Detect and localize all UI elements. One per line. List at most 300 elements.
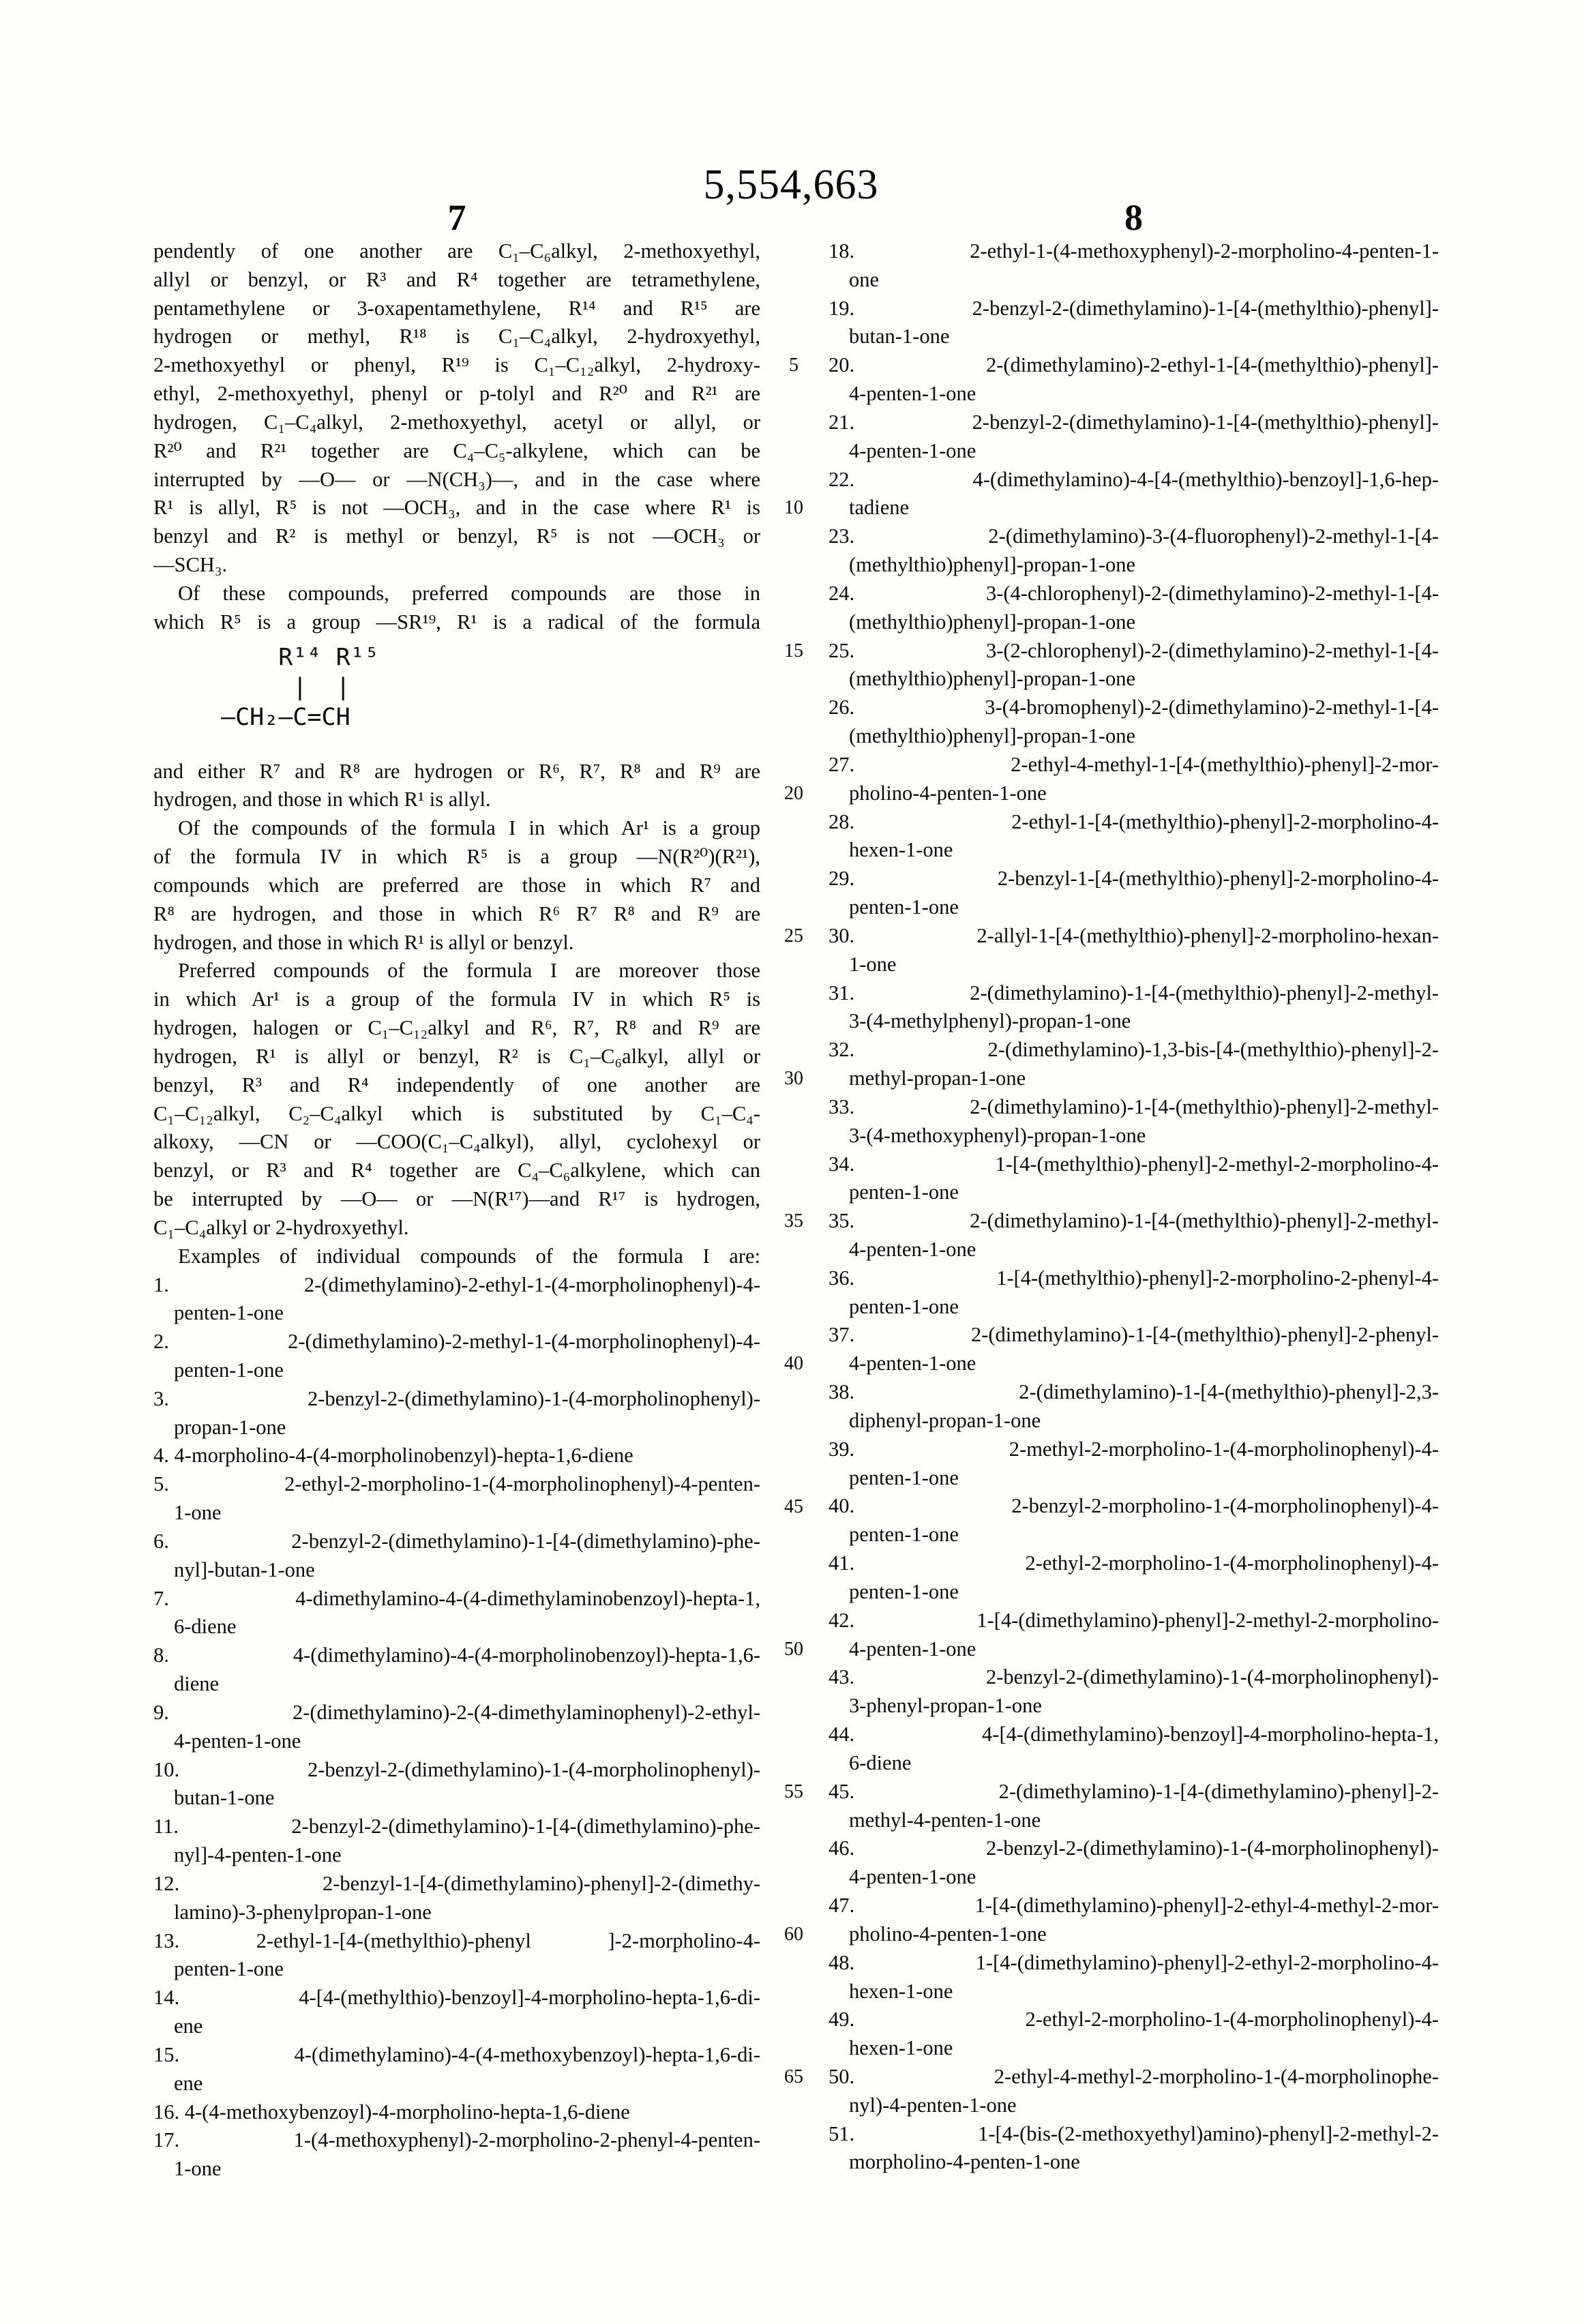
item-number: 36. bbox=[829, 1266, 855, 1290]
item-text: 2-ethyl-2-morpholino-1-(4-morpholinophenyl)-4- bbox=[1025, 1551, 1439, 1575]
item-first-line bbox=[829, 1150, 1439, 1179]
item-first-line bbox=[153, 1870, 760, 1898]
item-continuation-line: hexen-1-one bbox=[849, 2036, 953, 2060]
item-first-line bbox=[829, 1036, 1439, 1064]
item-text: 2-(dimethylamino)-2-ethyl-1-(4-morpholinophenyl)-4- bbox=[303, 1272, 760, 1296]
item-text: 4-(dimethylamino)-4-[4-(methylthio)-benzoyl]-1,6-hep- bbox=[972, 467, 1439, 491]
list-item bbox=[153, 1641, 760, 1699]
item-continuation-line: propan-1-one bbox=[174, 1415, 286, 1439]
item-first-line bbox=[829, 751, 1439, 779]
item-text: 1-[4-(methylthio)-phenyl]-2-morpholino-2-phenyl-4- bbox=[996, 1266, 1439, 1290]
item-number: 33. bbox=[829, 1094, 855, 1118]
text-line: C₁–C₄alkyl or 2-hydroxyethyl. bbox=[153, 1215, 409, 1239]
formula-line: —CH₂—C=CH bbox=[221, 703, 350, 731]
item-first-line bbox=[153, 1813, 760, 1841]
item-first-line bbox=[829, 1321, 1439, 1350]
item-continuation-line: tadiene bbox=[849, 496, 910, 520]
paragraph bbox=[153, 1242, 760, 1271]
item-text: 2-ethyl-2-morpholino-1-(4-morpholinophenyl)-4- bbox=[1025, 2008, 1439, 2031]
list-item bbox=[153, 1385, 760, 1442]
patent-number: 5,554,663 bbox=[703, 162, 879, 208]
line-number: 35 bbox=[784, 1210, 803, 1232]
item-first-line bbox=[829, 408, 1439, 437]
item-continuation-line: (methylthio)phenyl]-propan-1-one bbox=[849, 553, 1136, 577]
left-paragraphs-top bbox=[153, 237, 760, 637]
list-item bbox=[153, 1585, 760, 1642]
item-continuation-line: 4-penten-1-one bbox=[174, 1729, 301, 1753]
text-line: Of the compounds of the formula I in which Ar¹ is a group bbox=[178, 816, 760, 840]
column-number-right: 8 bbox=[1124, 197, 1143, 238]
text-line: pendently of one another are C₁–C₆alkyl, 2-methoxyethyl, bbox=[153, 239, 760, 263]
text-line: in which Ar¹ is a group of the formula IV in which R⁵ is bbox=[153, 987, 760, 1011]
item-first-line bbox=[829, 2006, 1439, 2034]
item-continuation-line: 4-penten-1-one bbox=[849, 1237, 976, 1261]
line-number: 65 bbox=[784, 2066, 803, 2088]
compound-list-right bbox=[829, 237, 1439, 2177]
item-first-line bbox=[829, 2120, 1439, 2149]
text-line: compounds which are preferred are those in which R⁷ and bbox=[153, 873, 760, 897]
item-text: 2-ethyl-4-methyl-1-[4-(methylthio)-phenyl]-2-mor- bbox=[1011, 752, 1439, 776]
item-text: 2-ethyl-4-methyl-2-morpholino-1-(4-morpholinophe- bbox=[994, 2065, 1439, 2088]
item-first-line bbox=[829, 1435, 1439, 1464]
item-text: 3-(4-chlorophenyl)-2-(dimethylamino)-2-methyl-1-[4- bbox=[985, 581, 1439, 605]
item-text: 2-ethyl-1-[4-(methylthio)-phenyl ]-2-morpholino-4- bbox=[256, 1928, 760, 1952]
item-number: 18. bbox=[829, 239, 855, 263]
item-first-line bbox=[153, 1699, 760, 1727]
item-number: 44. bbox=[829, 1723, 855, 1746]
text-line: R¹ is allyl, R⁵ is not —OCH₃, and in the case where R¹ is bbox=[153, 496, 760, 520]
item-text: 2-benzyl-2-(dimethylamino)-1-[4-(dimethylamino)-phe- bbox=[291, 1529, 760, 1553]
item-number: 38. bbox=[829, 1380, 855, 1404]
item-continuation-line: hexen-1-one bbox=[849, 1979, 953, 2003]
item-first-line bbox=[153, 1328, 760, 1356]
text-line: of the formula IV in which R⁵ is a group —N(R²⁰)(R²¹), bbox=[153, 845, 760, 869]
item-text: 4-[4-(methylthio)-benzoyl]-4-morpholino-hepta-1,6-di- bbox=[299, 1986, 760, 2010]
list-item bbox=[153, 1271, 760, 1328]
list-item bbox=[153, 2098, 760, 2127]
item-number: 8. bbox=[153, 1643, 169, 1667]
item-first-line bbox=[829, 295, 1439, 323]
item-continuation-line: 3-(4-methylphenyl)-propan-1-one bbox=[849, 1009, 1131, 1033]
item-number: 1. bbox=[153, 1272, 169, 1296]
item-text: 2-(dimethylamino)-2-(4-dimethylaminophenyl)-2-ethyl- bbox=[292, 1700, 760, 1724]
item-number: 27. bbox=[829, 752, 855, 776]
item-number: 24. bbox=[829, 581, 855, 605]
text-line: pentamethylene or 3-oxapentamethylene, R¹⁴ and R¹⁵ are bbox=[153, 296, 760, 320]
list-item bbox=[829, 237, 1439, 295]
list-item bbox=[829, 522, 1439, 580]
item-number: 49. bbox=[829, 2008, 855, 2031]
list-item bbox=[829, 1949, 1439, 2006]
column-number-left: 7 bbox=[447, 197, 466, 238]
item-number: 43. bbox=[829, 1665, 855, 1689]
item-continuation-line: nyl)-4-penten-1-one bbox=[849, 2093, 1017, 2117]
line-number: 55 bbox=[784, 1781, 803, 1802]
list-item bbox=[829, 1607, 1439, 1664]
left-column bbox=[153, 237, 760, 2184]
text-line: hydrogen, and those in which R¹ is allyl or benzyl. bbox=[153, 930, 574, 954]
right-column bbox=[829, 237, 1439, 2177]
item-first-line bbox=[829, 1949, 1439, 1978]
item-number: 12. bbox=[153, 1871, 180, 1895]
item-continuation-line: 6-diene bbox=[849, 1751, 912, 1774]
list-item bbox=[829, 1892, 1439, 1949]
item-number: 4. bbox=[153, 1444, 169, 1468]
item-number: 26. bbox=[829, 696, 855, 719]
item-first-line bbox=[829, 1378, 1439, 1407]
line-number: 40 bbox=[784, 1353, 803, 1375]
text-line: Examples of individual compounds of the formula I are: bbox=[178, 1244, 760, 1268]
item-continuation-line: pholino-4-penten-1-one bbox=[849, 1922, 1047, 1946]
text-line: R⁸ are hydrogen, and those in which R⁶ R⁷ R⁸ and R⁹ are bbox=[153, 902, 760, 925]
item-continuation-line: lamino)-3-phenylpropan-1-one bbox=[174, 1900, 432, 1924]
list-item bbox=[153, 2126, 760, 2184]
item-continuation-line: methyl-4-penten-1-one bbox=[849, 1808, 1041, 1832]
line-number: 50 bbox=[784, 1638, 803, 1660]
list-item bbox=[829, 1378, 1439, 1435]
list-item bbox=[153, 1699, 760, 1756]
item-continuation-line: butan-1-one bbox=[849, 325, 950, 348]
item-text: 2-benzyl-2-morpholino-1-(4-morpholinophenyl)-4- bbox=[1011, 1494, 1439, 1518]
list-item bbox=[829, 922, 1439, 979]
item-continuation-line: penten-1-one bbox=[849, 895, 959, 919]
item-continuation-line: 4-penten-1-one bbox=[849, 438, 976, 462]
item-text: 2-allyl-1-[4-(methylthio)-phenyl]-2-morpholino-hexan- bbox=[976, 923, 1439, 947]
item-continuation-line: penten-1-one bbox=[849, 1180, 959, 1204]
item-number: 39. bbox=[829, 1437, 855, 1461]
text-line: allyl or benzyl, or R³ and R⁴ together are tetramethylene, bbox=[153, 267, 760, 291]
paragraph bbox=[153, 758, 760, 815]
list-item bbox=[829, 1150, 1439, 1208]
item-text: 2-benzyl-2-(dimethylamino)-1-[4-(dimethylamino)-phe- bbox=[291, 1815, 760, 1838]
item-number: 16. bbox=[153, 2100, 180, 2124]
list-item bbox=[829, 751, 1439, 808]
item-text: 2-(dimethylamino)-2-ethyl-1-[4-(methylthio)-phenyl]- bbox=[985, 353, 1439, 377]
item-text: 2-methyl-2-morpholino-1-(4-morpholinophenyl)-4- bbox=[1009, 1437, 1439, 1461]
list-item bbox=[829, 2063, 1439, 2120]
list-item bbox=[829, 1036, 1439, 1093]
item-first-line bbox=[829, 466, 1439, 494]
list-item bbox=[829, 1834, 1439, 1892]
item-text: 2-ethyl-1-(4-methoxyphenyl)-2-morpholino-4-penten-1- bbox=[970, 239, 1439, 263]
text-line: ethyl, 2-methoxyethyl, phenyl or p-tolyl and R²⁰ and R²¹ are bbox=[153, 382, 760, 406]
item-first-line bbox=[153, 1271, 760, 1300]
item-number: 34. bbox=[829, 1152, 855, 1176]
item-first-line bbox=[153, 1927, 760, 1956]
item-number: 47. bbox=[829, 1894, 855, 1918]
item-first-line bbox=[829, 694, 1439, 722]
paragraph bbox=[153, 237, 760, 580]
list-item bbox=[153, 1328, 760, 1385]
list-item bbox=[153, 1813, 760, 1870]
list-item bbox=[153, 1984, 760, 2041]
item-text: 4-morpholino-4-(4-morpholinobenzyl)-hepta-1,6-diene bbox=[174, 1444, 633, 1468]
item-first-line bbox=[829, 1720, 1439, 1749]
list-item bbox=[829, 865, 1439, 922]
item-continuation-line: penten-1-one bbox=[174, 1957, 284, 1981]
item-first-line bbox=[829, 865, 1439, 893]
list-item bbox=[829, 466, 1439, 523]
item-number: 11. bbox=[153, 1815, 179, 1838]
item-continuation-line: 1-one bbox=[849, 952, 897, 976]
item-number: 25. bbox=[829, 638, 855, 662]
item-number: 6. bbox=[153, 1529, 169, 1553]
item-continuation-line: ene bbox=[174, 2071, 203, 2095]
list-item bbox=[829, 1435, 1439, 1493]
item-text: 2-(dimethylamino)-1-[4-(methylthio)-phenyl]-2,3- bbox=[1019, 1380, 1439, 1404]
item-number: 17. bbox=[153, 2128, 180, 2152]
text-line: alkoxy, —CN or —COO(C₁–C₄alkyl), allyl, cyclohexyl or bbox=[153, 1130, 760, 1154]
item-first-line bbox=[829, 1778, 1439, 1806]
item-text: 2-benzyl-2-(dimethylamino)-1-[4-(methylthio)-phenyl]- bbox=[972, 410, 1439, 434]
text-line: which R⁵ is a group —SR¹⁹, R¹ is a radical of the formula bbox=[153, 610, 760, 634]
item-continuation-line: (methylthio)phenyl]-propan-1-one bbox=[849, 667, 1136, 691]
item-continuation-line: 4-penten-1-one bbox=[849, 1352, 976, 1375]
item-first-line bbox=[153, 2041, 760, 2070]
item-first-line bbox=[829, 351, 1439, 380]
item-first-line bbox=[153, 1984, 760, 2012]
item-text: 3-(2-chlorophenyl)-2-(dimethylamino)-2-methyl-1-[4- bbox=[985, 638, 1439, 662]
item-text: 2-(dimethylamino)-3-(4-fluorophenyl)-2-methyl-1-[4- bbox=[988, 524, 1439, 548]
item-continuation-line: 1-one bbox=[174, 2157, 222, 2181]
item-continuation-line: diene bbox=[174, 1672, 220, 1696]
item-continuation-line: penten-1-one bbox=[174, 1301, 284, 1325]
item-continuation-line: 3-(4-methoxyphenyl)-propan-1-one bbox=[849, 1123, 1146, 1147]
list-item bbox=[829, 637, 1439, 694]
item-text: 2-benzyl-1-[4-(dimethylamino)-phenyl]-2-(dimethy- bbox=[323, 1871, 760, 1895]
item-continuation-line: nyl]-4-penten-1-one bbox=[174, 1843, 342, 1867]
item-continuation-line: penten-1-one bbox=[849, 1523, 959, 1547]
item-first-line bbox=[829, 1549, 1439, 1578]
item-number: 2. bbox=[153, 1330, 169, 1354]
list-item bbox=[829, 1549, 1439, 1607]
item-first-line bbox=[829, 808, 1439, 837]
item-text: 4-dimethylamino-4-(4-dimethylaminobenzoyl)-hepta-1, bbox=[295, 1586, 760, 1610]
text-line: hydrogen or methyl, R¹⁸ is C₁–C₄alkyl, 2-hydroxyethyl, bbox=[153, 325, 760, 348]
text-line: interrupted by —O— or —N(CH₃)—, and in the case where bbox=[153, 467, 760, 491]
item-number: 20. bbox=[829, 353, 855, 377]
item-text: 2-benzyl-2-(dimethylamino)-1-(4-morpholinophenyl)- bbox=[307, 1386, 760, 1410]
formula-line: | | bbox=[221, 673, 350, 701]
list-item bbox=[829, 808, 1439, 865]
item-number: 48. bbox=[829, 1950, 855, 1974]
item-first-line bbox=[829, 1892, 1439, 1920]
list-item bbox=[829, 1207, 1439, 1264]
list-item bbox=[829, 295, 1439, 352]
item-continuation-line: ene bbox=[174, 2014, 203, 2038]
item-number: 42. bbox=[829, 1608, 855, 1632]
item-number: 19. bbox=[829, 296, 855, 320]
paragraph bbox=[153, 580, 760, 637]
item-continuation-line: 4-penten-1-one bbox=[849, 1637, 976, 1660]
item-first-line bbox=[153, 1442, 760, 1470]
line-number: 60 bbox=[784, 1923, 803, 1945]
list-item bbox=[153, 1470, 760, 1528]
item-number: 51. bbox=[829, 2121, 855, 2145]
text-line: Of these compounds, preferred compounds are those in bbox=[178, 581, 760, 605]
item-text: 2-benzyl-2-(dimethylamino)-1-(4-morpholinophenyl)- bbox=[307, 1757, 760, 1781]
item-continuation-line: penten-1-one bbox=[849, 1294, 959, 1318]
item-first-line bbox=[153, 1585, 760, 1613]
text-line: and either R⁷ and R⁸ are hydrogen or R⁶, R⁷, R⁸ and R⁹ are bbox=[153, 759, 760, 783]
line-number: 30 bbox=[784, 1068, 803, 1090]
line-number: 20 bbox=[784, 782, 803, 804]
item-first-line bbox=[829, 1492, 1439, 1521]
item-text: 4-(dimethylamino)-4-(4-methoxybenzoyl)-hepta-1,6-di- bbox=[294, 2042, 760, 2066]
item-first-line bbox=[829, 2063, 1439, 2091]
item-number: 23. bbox=[829, 524, 855, 548]
text-line: —SCH₃. bbox=[153, 553, 228, 577]
line-number: 5 bbox=[789, 355, 799, 376]
item-number: 15. bbox=[153, 2042, 180, 2066]
line-number: 25 bbox=[784, 925, 803, 947]
item-continuation-line: methyl-propan-1-one bbox=[849, 1067, 1026, 1090]
item-text: 4-[4-(dimethylamino)-benzoyl]-4-morpholino-hepta-1, bbox=[982, 1723, 1439, 1746]
item-text: 2-(dimethylamino)-1-[4-(methylthio)-phenyl]-2-phenyl- bbox=[970, 1323, 1439, 1347]
item-text: 3-(4-bromophenyl)-2-(dimethylamino)-2-methyl-1-[4- bbox=[985, 696, 1439, 719]
chemical-formula bbox=[221, 642, 760, 732]
list-item bbox=[829, 1093, 1439, 1150]
list-item bbox=[829, 1663, 1439, 1720]
item-first-line bbox=[153, 1470, 760, 1499]
item-text: 2-(dimethylamino)-1-[4-(methylthio)-phenyl]-2-methyl- bbox=[970, 1094, 1439, 1118]
item-continuation-line: nyl]-butan-1-one bbox=[174, 1558, 315, 1581]
item-first-line bbox=[829, 922, 1439, 951]
item-text: 1-[4-(dimethylamino)-phenyl]-2-ethyl-4-methyl-2-mor- bbox=[974, 1894, 1439, 1918]
item-number: 37. bbox=[829, 1323, 855, 1347]
text-line: hydrogen, C₁–C₄alkyl, 2-methoxyethyl, acetyl or allyl, or bbox=[153, 410, 760, 434]
item-text: 4-(dimethylamino)-4-(4-morpholinobenzoyl)-hepta-1,6- bbox=[293, 1643, 760, 1667]
item-number: 30. bbox=[829, 923, 855, 947]
item-continuation-line: (methylthio)phenyl]-propan-1-one bbox=[849, 724, 1136, 748]
list-item bbox=[829, 694, 1439, 751]
item-first-line bbox=[153, 1385, 760, 1414]
item-text: 1-[4-(methylthio)-phenyl]-2-methyl-2-morpholino-4- bbox=[995, 1152, 1439, 1176]
text-line: Preferred compounds of the formula I are moreover those bbox=[178, 959, 760, 983]
item-number: 41. bbox=[829, 1551, 855, 1575]
text-line: 2-methoxyethyl or phenyl, R¹⁹ is C₁–C₁₂alkyl, 2-hydroxy- bbox=[153, 353, 760, 377]
item-continuation-line: pholino-4-penten-1-one bbox=[849, 781, 1047, 805]
list-item bbox=[829, 2120, 1439, 2177]
item-continuation-line: hexen-1-one bbox=[849, 838, 953, 862]
item-text: 2-(dimethylamino)-1,3-bis-[4-(methylthio)-phenyl]-2- bbox=[987, 1038, 1439, 1062]
item-first-line bbox=[829, 580, 1439, 608]
line-number: 15 bbox=[784, 640, 803, 661]
item-continuation-line: diphenyl-propan-1-one bbox=[849, 1408, 1041, 1432]
item-number: 46. bbox=[829, 1836, 855, 1860]
list-item bbox=[829, 1321, 1439, 1378]
text-line: hydrogen, R¹ is allyl or benzyl, R² is C₁–C₆alkyl, allyl or bbox=[153, 1044, 760, 1068]
item-first-line bbox=[829, 637, 1439, 666]
item-continuation-line: morpholino-4-penten-1-one bbox=[849, 2150, 1080, 2174]
text-line: benzyl, R³ and R⁴ independently of one another are bbox=[153, 1073, 760, 1097]
list-item bbox=[153, 1528, 760, 1585]
list-item bbox=[829, 1778, 1439, 1835]
list-item bbox=[829, 1720, 1439, 1778]
item-number: 21. bbox=[829, 410, 855, 434]
item-number: 10. bbox=[153, 1757, 180, 1781]
left-paragraphs-bottom bbox=[153, 758, 760, 1271]
item-text: 2-ethyl-1-[4-(methylthio)-phenyl]-2-morpholino-4- bbox=[1011, 809, 1439, 833]
text-line: be interrupted by —O— or —N(R¹⁷)—and R¹⁷ is hydrogen, bbox=[153, 1187, 760, 1211]
item-first-line bbox=[153, 1528, 760, 1556]
item-number: 50. bbox=[829, 2065, 855, 2088]
item-number: 45. bbox=[829, 1779, 855, 1803]
item-text: 1-[4-(dimethylamino)-phenyl]-2-ethyl-2-morpholino-4- bbox=[975, 1950, 1439, 1974]
item-text: 1-(4-methoxyphenyl)-2-morpholino-2-phenyl-4-penten- bbox=[293, 2128, 760, 2152]
item-text: 2-(dimethylamino)-1-[4-(dimethylamino)-phenyl]-2- bbox=[998, 1779, 1439, 1803]
item-text: 2-benzyl-2-(dimethylamino)-1-(4-morpholinophenyl)- bbox=[985, 1836, 1439, 1860]
item-first-line bbox=[829, 1663, 1439, 1692]
item-first-line bbox=[829, 979, 1439, 1008]
item-number: 40. bbox=[829, 1494, 855, 1518]
line-number: 10 bbox=[784, 497, 803, 519]
text-line: R²⁰ and R²¹ together are C₄–C₅-alkylene, which can be bbox=[153, 438, 760, 462]
list-item bbox=[829, 351, 1439, 408]
text-line: hydrogen, halogen or C₁–C₁₂alkyl and R⁶, R⁷, R⁸ and R⁹ are bbox=[153, 1016, 760, 1040]
item-continuation-line: 3-phenyl-propan-1-one bbox=[849, 1694, 1042, 1718]
list-item bbox=[829, 408, 1439, 466]
item-first-line bbox=[153, 2126, 760, 2155]
item-first-line bbox=[829, 1607, 1439, 1635]
item-number: 9. bbox=[153, 1700, 169, 1724]
item-number: 32. bbox=[829, 1038, 855, 1062]
item-number: 3. bbox=[153, 1386, 169, 1410]
item-first-line bbox=[829, 237, 1439, 266]
item-first-line bbox=[829, 1093, 1439, 1122]
item-text: 1-[4-(bis-(2-methoxyethyl)amino)-phenyl]-2-methyl-2- bbox=[978, 2121, 1439, 2145]
list-item bbox=[153, 1927, 760, 1984]
item-number: 31. bbox=[829, 981, 855, 1004]
item-text: 2-benzyl-2-(dimethylamino)-1-[4-(methylthio)-phenyl]- bbox=[972, 296, 1439, 320]
item-number: 35. bbox=[829, 1209, 855, 1233]
item-continuation-line: 4-penten-1-one bbox=[849, 382, 976, 406]
paragraph bbox=[153, 814, 760, 957]
item-first-line bbox=[829, 1834, 1439, 1863]
list-item bbox=[153, 1870, 760, 1927]
item-continuation-line: one bbox=[849, 267, 880, 291]
item-continuation-line: penten-1-one bbox=[849, 1579, 959, 1603]
item-continuation-line: 1-one bbox=[174, 1501, 222, 1525]
item-first-line bbox=[829, 1264, 1439, 1293]
compound-list-left bbox=[153, 1271, 760, 2184]
formula-line: R¹⁴ R¹⁵ bbox=[221, 643, 379, 671]
item-continuation-line: penten-1-one bbox=[174, 1358, 284, 1382]
list-item bbox=[153, 1442, 760, 1470]
item-text: 1-[4-(dimethylamino)-phenyl]-2-methyl-2-morpholino- bbox=[976, 1608, 1439, 1632]
text-line: C₁–C₁₂alkyl, C₂–C₄alkyl which is substituted by C₁–C₄- bbox=[153, 1101, 760, 1125]
item-text: 2-ethyl-2-morpholino-1-(4-morpholinophenyl)-4-penten- bbox=[284, 1472, 760, 1496]
item-text: 2-benzyl-1-[4-(methylthio)-phenyl]-2-morpholino-4- bbox=[997, 867, 1439, 891]
text-line: hydrogen, and those in which R¹ is allyl. bbox=[153, 788, 491, 811]
list-item bbox=[829, 979, 1439, 1037]
item-continuation-line: butan-1-one bbox=[174, 1786, 275, 1810]
item-number: 5. bbox=[153, 1472, 169, 1496]
item-number: 22. bbox=[829, 467, 855, 491]
item-text: 2-(dimethylamino)-2-methyl-1-(4-morpholinophenyl)-4- bbox=[288, 1330, 760, 1354]
item-number: 29. bbox=[829, 867, 855, 891]
paragraph bbox=[153, 957, 760, 1242]
item-text: 2-benzyl-2-(dimethylamino)-1-(4-morpholinophenyl)- bbox=[985, 1665, 1439, 1689]
item-text: 2-(dimethylamino)-1-[4-(methylthio)-phenyl]-2-methyl- bbox=[970, 981, 1439, 1004]
item-number: 7. bbox=[153, 1586, 169, 1610]
list-item bbox=[153, 2041, 760, 2098]
list-item bbox=[153, 1756, 760, 1813]
list-item bbox=[829, 1264, 1439, 1322]
line-number: 45 bbox=[784, 1495, 803, 1517]
item-first-line bbox=[153, 2098, 760, 2127]
item-first-line bbox=[829, 522, 1439, 551]
